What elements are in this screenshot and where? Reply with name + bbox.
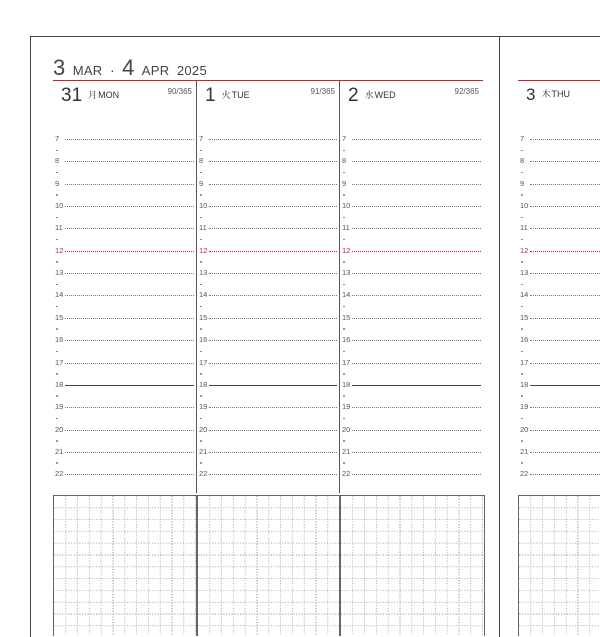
hour-rule xyxy=(352,184,481,185)
hour-line xyxy=(199,179,337,188)
hour-line xyxy=(520,268,600,277)
hour-label: 19 xyxy=(55,402,64,412)
hour-label: 16 xyxy=(342,335,351,345)
hour-rule xyxy=(352,273,481,274)
year-label: 2025 xyxy=(176,63,207,78)
half-hour-dot xyxy=(343,217,345,219)
hour-line xyxy=(55,223,194,232)
dot-grid xyxy=(519,496,600,636)
hour-label: 16 xyxy=(520,335,529,345)
half-hour-dot xyxy=(56,239,58,241)
half-hour-dot xyxy=(200,462,202,464)
hour-line xyxy=(342,223,481,232)
hour-label: 8 xyxy=(55,156,60,166)
half-hour-dot xyxy=(521,194,523,196)
hour-line xyxy=(199,223,337,232)
hour-label: 11 xyxy=(520,223,528,233)
hour-line xyxy=(342,201,481,210)
half-hour-dot xyxy=(343,440,345,442)
hour-rule xyxy=(65,474,194,475)
hour-label: 14 xyxy=(520,290,529,300)
hour-line xyxy=(55,156,194,165)
hour-rule xyxy=(530,363,600,364)
end-month-abbr: APR xyxy=(141,63,170,78)
half-hour-dot xyxy=(343,351,345,353)
hour-label: 21 xyxy=(55,446,64,456)
half-hour-dot xyxy=(521,239,523,241)
hour-label: 15 xyxy=(342,312,351,322)
hour-label: 21 xyxy=(520,446,529,456)
hour-rule xyxy=(530,474,600,475)
half-hour-dot xyxy=(343,239,345,241)
hour-line xyxy=(342,402,481,411)
hour-label: 12 xyxy=(342,245,351,255)
hour-line xyxy=(199,358,337,367)
hour-rule xyxy=(209,318,337,319)
hour-rule xyxy=(65,184,194,185)
half-hour-dot xyxy=(521,418,523,420)
hour-label: 18 xyxy=(199,379,208,389)
half-hour-dot xyxy=(521,351,523,353)
hour-rule xyxy=(209,228,337,229)
hour-rule xyxy=(209,340,337,341)
hour-label: 7 xyxy=(342,134,347,143)
hour-line xyxy=(520,447,600,456)
hour-rule xyxy=(352,318,481,319)
day-name: 水WED xyxy=(364,90,396,100)
hour-line xyxy=(520,358,600,367)
day-number: 3 xyxy=(526,85,536,104)
day-column-thursday[interactable] xyxy=(518,81,600,493)
hour-line xyxy=(520,290,600,299)
half-hour-dot xyxy=(56,194,58,196)
hour-line xyxy=(55,358,194,367)
hour-line xyxy=(199,469,337,478)
hour-line xyxy=(55,335,194,344)
dot-grid xyxy=(198,496,339,636)
half-hour-dot xyxy=(56,217,58,219)
hour-rule xyxy=(209,407,337,408)
start-month-abbr: MAR xyxy=(72,63,103,78)
hour-rule xyxy=(65,273,194,274)
hour-rule xyxy=(65,295,194,296)
hour-rule xyxy=(65,139,194,140)
half-hour-dot xyxy=(521,462,523,464)
hour-line xyxy=(520,469,600,478)
hour-line xyxy=(199,268,337,277)
half-hour-dot xyxy=(343,418,345,420)
hour-line xyxy=(520,223,600,232)
hour-line xyxy=(520,179,600,188)
day-number: 31 xyxy=(61,85,83,106)
hour-label: 21 xyxy=(199,446,208,456)
half-hour-dot xyxy=(56,306,58,308)
half-hour-dot xyxy=(56,462,58,464)
hour-rule xyxy=(352,295,481,296)
half-hour-dot xyxy=(200,351,202,353)
day-header xyxy=(526,85,570,105)
hour-line xyxy=(55,402,194,411)
hour-line xyxy=(199,246,337,255)
half-hour-dot xyxy=(343,328,345,330)
end-month-number: 4 xyxy=(122,55,135,80)
hour-rule xyxy=(65,363,194,364)
hour-rule xyxy=(65,430,194,431)
hour-line xyxy=(342,447,481,456)
hour-line xyxy=(342,134,481,143)
hour-rule xyxy=(65,385,194,386)
hour-rule xyxy=(352,385,481,386)
day-name: 火TUE xyxy=(221,90,250,100)
hour-rule xyxy=(65,340,194,341)
half-hour-dot xyxy=(56,351,58,353)
hour-rule xyxy=(530,407,600,408)
hour-label: 13 xyxy=(520,268,529,278)
half-hour-dot xyxy=(521,440,523,442)
day-of-year-counter: 90/365 xyxy=(167,87,192,96)
half-hour-dot xyxy=(56,150,58,152)
hour-label: 16 xyxy=(55,335,64,345)
hour-rule xyxy=(209,251,337,252)
half-hour-dot xyxy=(200,172,202,174)
day-of-year-counter: 91/365 xyxy=(310,87,335,96)
hour-label: 12 xyxy=(55,245,64,255)
half-hour-dot xyxy=(200,373,202,375)
hour-label: 18 xyxy=(55,379,64,389)
hour-label: 9 xyxy=(55,178,60,188)
hour-label: 12 xyxy=(520,245,529,255)
hour-label: 10 xyxy=(199,201,208,211)
day-header xyxy=(205,85,250,107)
hour-label: 13 xyxy=(55,268,64,278)
hour-rule xyxy=(209,452,337,453)
half-hour-dot xyxy=(200,239,202,241)
hour-line xyxy=(199,134,337,143)
hour-rule xyxy=(530,340,600,341)
hour-line xyxy=(342,380,481,389)
half-hour-dot xyxy=(521,395,523,397)
half-hour-dot xyxy=(56,328,58,330)
hour-label: 10 xyxy=(55,201,64,211)
hour-label: 8 xyxy=(199,156,204,166)
hour-line xyxy=(520,425,600,434)
half-hour-dot xyxy=(521,261,523,263)
hour-label: 14 xyxy=(199,290,208,300)
hour-label: 19 xyxy=(520,402,529,412)
day-column-tuesday[interactable] xyxy=(197,81,340,493)
hour-label: 20 xyxy=(342,424,351,434)
hour-line xyxy=(342,290,481,299)
hour-rule xyxy=(65,407,194,408)
half-hour-dot xyxy=(343,150,345,152)
hour-rule xyxy=(209,139,337,140)
hour-rule xyxy=(209,430,337,431)
hour-label: 11 xyxy=(342,223,350,233)
hour-rule xyxy=(209,474,337,475)
half-hour-dot xyxy=(343,194,345,196)
half-hour-dot xyxy=(521,328,523,330)
half-hour-dot xyxy=(200,194,202,196)
day-header xyxy=(348,85,396,107)
hour-label: 20 xyxy=(520,424,529,434)
hour-line xyxy=(55,134,194,143)
hour-rule xyxy=(352,452,481,453)
half-hour-dot xyxy=(343,462,345,464)
hour-label: 9 xyxy=(520,178,525,188)
hour-rule xyxy=(352,251,481,252)
hour-rule xyxy=(352,228,481,229)
hour-line xyxy=(342,313,481,322)
hour-label: 10 xyxy=(520,201,529,211)
hour-rule xyxy=(530,184,600,185)
hour-label: 17 xyxy=(520,357,529,367)
hour-line xyxy=(199,290,337,299)
hour-line xyxy=(342,425,481,434)
hour-label: 19 xyxy=(342,402,351,412)
hour-line xyxy=(342,179,481,188)
day-column-wednesday[interactable] xyxy=(340,81,483,493)
hour-label: 22 xyxy=(342,469,351,479)
half-hour-dot xyxy=(521,172,523,174)
notes-grid-wednesday[interactable] xyxy=(340,495,485,636)
hour-line xyxy=(199,313,337,322)
hour-line xyxy=(55,380,194,389)
hour-line xyxy=(55,290,194,299)
hour-label: 13 xyxy=(342,268,351,278)
hour-label: 18 xyxy=(520,379,529,389)
half-hour-dot xyxy=(521,217,523,219)
hour-label: 20 xyxy=(55,424,64,434)
hour-label: 9 xyxy=(199,178,204,188)
hour-rule xyxy=(209,206,337,207)
hour-line xyxy=(520,246,600,255)
hour-label: 16 xyxy=(199,335,208,345)
planner-right-page xyxy=(499,36,600,637)
hour-line xyxy=(199,156,337,165)
week-range-header xyxy=(53,55,207,81)
hour-line xyxy=(55,469,194,478)
hour-rule xyxy=(65,452,194,453)
day-name: 月MON xyxy=(88,90,120,100)
range-separator: · xyxy=(109,62,115,78)
hour-line xyxy=(342,268,481,277)
hour-line xyxy=(342,246,481,255)
planner-left-page xyxy=(30,36,502,637)
hour-rule xyxy=(352,161,481,162)
hour-label: 15 xyxy=(199,312,208,322)
day-number: 1 xyxy=(205,85,216,106)
half-hour-dot xyxy=(521,284,523,286)
hour-rule xyxy=(65,228,194,229)
half-hour-dot xyxy=(343,261,345,263)
notes-grid-thursday[interactable] xyxy=(518,495,600,636)
half-hour-dot xyxy=(200,217,202,219)
half-hour-dot xyxy=(343,306,345,308)
half-hour-dot xyxy=(56,172,58,174)
hour-rule xyxy=(209,184,337,185)
hour-rule xyxy=(209,161,337,162)
half-hour-dot xyxy=(343,284,345,286)
hour-line xyxy=(199,402,337,411)
half-hour-dot xyxy=(56,395,58,397)
hour-line xyxy=(199,447,337,456)
day-name: 木THU xyxy=(541,89,570,99)
half-hour-dot xyxy=(343,172,345,174)
half-hour-dot xyxy=(56,440,58,442)
hour-line xyxy=(520,156,600,165)
hour-label: 15 xyxy=(520,312,529,322)
hour-label: 17 xyxy=(342,357,351,367)
hour-rule xyxy=(530,452,600,453)
hour-rule xyxy=(530,385,600,386)
hour-line xyxy=(520,402,600,411)
hour-label: 19 xyxy=(199,402,208,412)
half-hour-dot xyxy=(56,284,58,286)
hour-rule xyxy=(530,206,600,207)
hour-rule xyxy=(530,251,600,252)
hour-label: 7 xyxy=(520,134,525,143)
hour-rule xyxy=(530,228,600,229)
hour-label: 11 xyxy=(199,223,207,233)
hour-line xyxy=(55,268,194,277)
hour-line xyxy=(199,425,337,434)
hour-line xyxy=(520,313,600,322)
day-of-year-counter: 92/365 xyxy=(454,87,479,96)
hour-line xyxy=(55,201,194,210)
hour-rule xyxy=(352,139,481,140)
half-hour-dot xyxy=(200,261,202,263)
half-hour-dot xyxy=(200,328,202,330)
hour-label: 9 xyxy=(342,178,347,188)
hour-line xyxy=(55,313,194,322)
half-hour-dot xyxy=(200,440,202,442)
hour-line xyxy=(199,201,337,210)
hour-rule xyxy=(530,161,600,162)
half-hour-dot xyxy=(521,150,523,152)
hour-line xyxy=(342,156,481,165)
half-hour-dot xyxy=(521,306,523,308)
hour-line xyxy=(520,134,600,143)
hour-rule xyxy=(352,340,481,341)
hour-label: 22 xyxy=(520,469,529,479)
hour-rule xyxy=(209,295,337,296)
half-hour-dot xyxy=(200,418,202,420)
hour-label: 17 xyxy=(55,357,64,367)
hour-line xyxy=(55,179,194,188)
hour-label: 21 xyxy=(342,446,351,456)
hour-line xyxy=(342,335,481,344)
hour-label: 10 xyxy=(342,201,351,211)
hour-rule xyxy=(65,161,194,162)
half-hour-dot xyxy=(521,373,523,375)
hour-rule xyxy=(209,385,337,386)
hour-label: 20 xyxy=(199,424,208,434)
hour-label: 18 xyxy=(342,379,351,389)
hour-label: 15 xyxy=(55,312,64,322)
hour-line xyxy=(342,358,481,367)
half-hour-dot xyxy=(56,261,58,263)
day-header xyxy=(61,85,119,107)
dot-grid xyxy=(341,496,484,636)
hour-label: 13 xyxy=(199,268,208,278)
half-hour-dot xyxy=(56,373,58,375)
hour-rule xyxy=(65,251,194,252)
day-number: 2 xyxy=(348,85,359,106)
hour-label: 8 xyxy=(520,156,525,166)
notes-grid-monday[interactable] xyxy=(53,495,197,636)
half-hour-dot xyxy=(200,150,202,152)
hour-rule xyxy=(530,430,600,431)
half-hour-dot xyxy=(200,306,202,308)
half-hour-dot xyxy=(200,284,202,286)
hour-line xyxy=(520,335,600,344)
hour-rule xyxy=(209,363,337,364)
hour-label: 14 xyxy=(55,290,64,300)
hour-rule xyxy=(352,430,481,431)
hour-line xyxy=(199,335,337,344)
dot-grid xyxy=(54,496,196,636)
half-hour-dot xyxy=(343,373,345,375)
half-hour-dot xyxy=(343,395,345,397)
hour-line xyxy=(520,380,600,389)
hour-label: 7 xyxy=(55,134,60,143)
hour-label: 17 xyxy=(199,357,208,367)
hour-rule xyxy=(352,363,481,364)
start-month-number: 3 xyxy=(53,55,66,80)
hour-label: 12 xyxy=(199,245,208,255)
half-hour-dot xyxy=(200,395,202,397)
hour-rule xyxy=(65,206,194,207)
hour-rule xyxy=(65,318,194,319)
hour-line xyxy=(55,447,194,456)
hour-label: 7 xyxy=(199,134,204,143)
hour-line xyxy=(342,469,481,478)
notes-grid-tuesday[interactable] xyxy=(197,495,340,636)
half-hour-dot xyxy=(56,418,58,420)
hour-rule xyxy=(530,318,600,319)
hour-line xyxy=(520,201,600,210)
hour-rule xyxy=(530,295,600,296)
hour-line xyxy=(199,380,337,389)
hour-line xyxy=(55,246,194,255)
hour-rule xyxy=(530,139,600,140)
hour-rule xyxy=(530,273,600,274)
hour-line xyxy=(55,425,194,434)
hour-label: 22 xyxy=(199,469,208,479)
hour-label: 14 xyxy=(342,290,351,300)
hour-rule xyxy=(209,273,337,274)
hour-label: 8 xyxy=(342,156,347,166)
hour-rule xyxy=(352,407,481,408)
hour-label: 11 xyxy=(55,223,63,233)
day-column-monday[interactable] xyxy=(53,81,197,493)
hour-rule xyxy=(352,474,481,475)
hour-label: 22 xyxy=(55,469,64,479)
hour-rule xyxy=(352,206,481,207)
